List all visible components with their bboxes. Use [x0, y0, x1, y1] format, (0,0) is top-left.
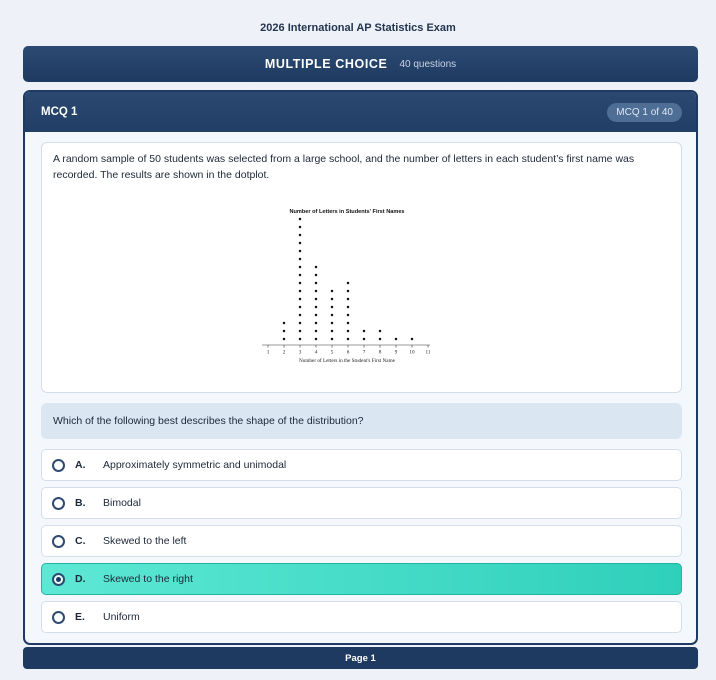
choice-text: Approximately symmetric and unimodal [103, 459, 287, 471]
data-point [315, 298, 318, 301]
question-card-header [25, 92, 696, 132]
data-point [299, 226, 302, 229]
data-point [299, 338, 302, 341]
question-stem: A random sample of 50 students was selected from a large school, and the number of letters in each student’s first name was recorded. The results are shown in the dotplot. [53, 153, 635, 181]
section-title: MULTIPLE CHOICE [264, 57, 388, 71]
data-point [299, 234, 302, 237]
data-point [347, 290, 350, 293]
x-tick-label: 4 [314, 349, 318, 356]
chart-title: Number of Letters in Students' First Names [289, 209, 405, 215]
data-point [299, 242, 302, 245]
data-point [347, 314, 350, 317]
progress-badge: MCQ 1 of 40 [607, 103, 682, 122]
data-point [347, 338, 350, 341]
data-point [299, 250, 302, 253]
data-point [299, 290, 302, 293]
data-point [331, 314, 334, 317]
data-point [299, 314, 302, 317]
choice-letter: E. [75, 611, 85, 623]
data-point [331, 298, 334, 301]
data-point [363, 338, 366, 341]
answer-choice-a[interactable] [41, 449, 682, 481]
answer-choice-c[interactable] [41, 525, 682, 557]
data-point [315, 322, 318, 325]
radio-icon[interactable] [52, 611, 65, 624]
data-point [347, 298, 350, 301]
question-count: 40 questions [399, 58, 457, 70]
x-axis-label: Number of Letters in the Student's First Name [299, 358, 395, 364]
x-tick-label: 6 [346, 349, 350, 356]
choice-letter: D. [75, 573, 86, 585]
data-point [315, 266, 318, 269]
data-point [299, 322, 302, 325]
question-stem-box [41, 142, 682, 393]
section-header [23, 46, 698, 82]
data-point [283, 330, 286, 333]
x-axis-ticks [267, 345, 431, 356]
data-point [299, 298, 302, 301]
x-tick-label: 5 [330, 349, 334, 356]
page-indicator: Page 1 [23, 647, 698, 669]
choice-text: Skewed to the left [103, 535, 187, 547]
data-point [315, 290, 318, 293]
data-point [411, 338, 414, 341]
radio-dot-icon [56, 577, 61, 582]
radio-icon[interactable] [52, 459, 65, 472]
data-point [299, 306, 302, 309]
answer-choice-d[interactable] [41, 563, 682, 595]
data-point [347, 322, 350, 325]
x-tick-label: 2 [282, 349, 286, 356]
data-point [331, 290, 334, 293]
data-point [347, 306, 350, 309]
data-point [331, 322, 334, 325]
data-point [315, 274, 318, 277]
radio-icon[interactable] [52, 535, 65, 548]
data-point [363, 330, 366, 333]
data-point [395, 338, 398, 341]
x-tick-label: 3 [298, 349, 302, 356]
x-tick-label: 7 [362, 349, 366, 356]
data-point [331, 338, 334, 341]
data-point [315, 306, 318, 309]
question-prompt: Which of the following best describes the shape of the distribution? [41, 403, 682, 439]
data-point [315, 314, 318, 317]
choice-text: Uniform [103, 611, 140, 623]
x-tick-label: 10 [409, 349, 415, 356]
data-point [331, 330, 334, 333]
x-tick-label: 11 [425, 349, 431, 356]
answer-choice-b[interactable] [41, 487, 682, 519]
choice-letter: C. [75, 535, 86, 547]
radio-selected-icon[interactable] [52, 573, 65, 586]
data-point [331, 306, 334, 309]
exam-title: 2026 International AP Statistics Exam [260, 22, 456, 34]
data-point [315, 338, 318, 341]
x-tick-label: 9 [394, 349, 398, 356]
data-point [299, 258, 302, 261]
chart-dots [283, 218, 414, 341]
x-tick-label: 8 [378, 349, 382, 356]
choice-text: Bimodal [103, 497, 141, 509]
radio-icon[interactable] [52, 497, 65, 510]
answer-choice-e[interactable] [41, 601, 682, 633]
data-point [379, 338, 382, 341]
question-number: MCQ 1 [41, 106, 78, 118]
choice-text: Skewed to the right [103, 573, 193, 585]
x-tick-label: 1 [266, 349, 270, 356]
choice-letter: A. [75, 459, 86, 471]
data-point [283, 322, 286, 325]
data-point [379, 330, 382, 333]
data-point [315, 282, 318, 285]
data-point [299, 266, 302, 269]
data-point [299, 274, 302, 277]
data-point [347, 282, 350, 285]
data-point [347, 330, 350, 333]
data-point [315, 330, 318, 333]
data-point [299, 282, 302, 285]
choice-letter: B. [75, 497, 86, 509]
data-point [283, 338, 286, 341]
data-point [299, 330, 302, 333]
data-point [299, 218, 302, 221]
question-card [23, 90, 698, 645]
dotplot-chart [252, 203, 442, 373]
